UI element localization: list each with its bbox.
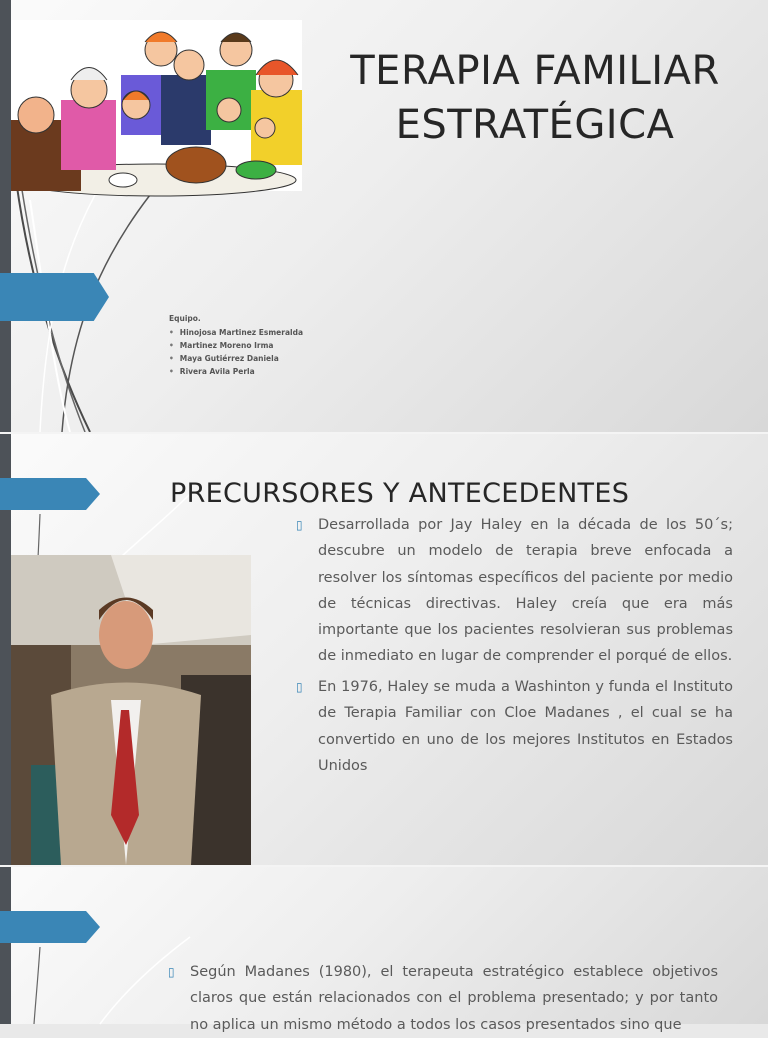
title-line-1: TERAPIA FAMILIAR (350, 48, 720, 94)
team-member: • Hinojosa Martinez Esmeralda (169, 328, 303, 337)
decorative-curves (0, 867, 200, 1024)
chevron-shape (0, 911, 100, 943)
team-list (169, 314, 303, 380)
slide-2 (0, 434, 768, 865)
team-member: • Maya Gutiérrez Daniela (169, 354, 303, 363)
family-dinner-cartoon-icon (11, 20, 302, 191)
bullet-icon: ▯ (296, 680, 303, 694)
chevron-shape (0, 273, 109, 321)
bullet-icon: ▯ (168, 965, 175, 979)
presentation-title (320, 44, 750, 152)
family-dinner-image (11, 20, 302, 191)
paragraph: En 1976, Haley se muda a Washinton y funda el Instituto de Terapia Familiar con Cloe Madanes , el cual se ha convertido en uno de los mejores Institutos en Estados Unidos (318, 679, 733, 774)
left-sidebar-bar (0, 0, 11, 432)
portrait-photo-icon (11, 555, 251, 865)
left-sidebar-bar (0, 867, 11, 1024)
chevron-shape (0, 478, 100, 510)
paragraph: Según Madanes (1980), el terapeuta estratégico establece objetivos claros que están relacionados con el problema presentado; y por tanto no aplica un mismo método a todos los casos presentados sino que (190, 964, 718, 1033)
portrait-photo (11, 555, 251, 865)
team-member: • Martinez Moreno Irma (169, 341, 303, 350)
slide-3 (0, 867, 768, 1033)
slide-title: PRECURSORES Y ANTECEDENTES (170, 478, 630, 509)
team-member: • Rivera Avila Perla (169, 367, 303, 376)
team-label: Equipo. (169, 314, 201, 323)
bullet-icon: ▯ (296, 518, 303, 532)
slide-1 (0, 0, 768, 432)
title-line-2: ESTRATÉGICA (395, 102, 675, 148)
paragraph: Desarrollada por Jay Haley en la década de los 50´s; descubre un modelo de terapia breve enfocada a resolver los síntomas específicos del paciente por medio de técnicas directivas. Haley creía que era más importante que los pacientes resolvieran sus problemas de inmediato en lugar de comprender el porqué de ellos. (318, 517, 733, 665)
